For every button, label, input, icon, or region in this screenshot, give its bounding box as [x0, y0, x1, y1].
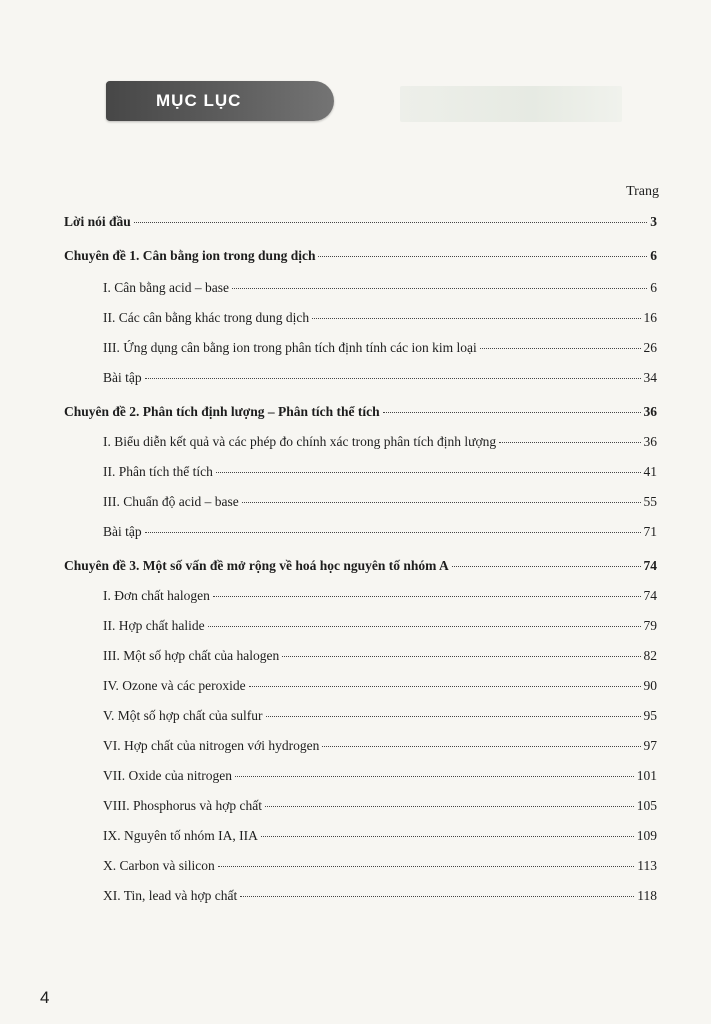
toc-chapter-entry	[64, 212, 657, 232]
toc-entry-page: 34	[643, 370, 657, 385]
toc-entry-title: VI. Hợp chất của nitrogen với hydrogen	[103, 738, 320, 753]
toc-entry-page: 3	[650, 214, 657, 229]
toc-entry-title: VIII. Phosphorus và hợp chất	[103, 798, 262, 813]
toc-section-entry	[103, 826, 657, 846]
toc-entry-title: III. Chuẩn độ acid – base	[103, 494, 239, 509]
dot-leader	[213, 596, 641, 597]
dot-leader	[383, 412, 641, 413]
toc-entry-page: 36	[643, 434, 657, 449]
toc-section-entry	[103, 616, 657, 636]
toc-entry-page: 101	[636, 768, 657, 783]
toc-entry-title: II. Hợp chất halide	[103, 618, 205, 633]
dot-leader	[232, 288, 647, 289]
toc-entry-page: 90	[643, 678, 657, 693]
dot-leader	[145, 532, 641, 533]
toc-entry-title: I. Đơn chất halogen	[103, 588, 210, 603]
dot-leader	[282, 656, 640, 657]
dot-leader	[242, 502, 641, 503]
toc-section-entry	[103, 432, 657, 452]
toc-entry-title: Bài tập	[103, 524, 142, 539]
dot-leader	[249, 686, 641, 687]
toc-entry-title: III. Một số hợp chất của halogen	[103, 648, 280, 663]
toc-entry-page: 36	[643, 404, 657, 419]
toc-section-entry	[103, 586, 657, 606]
toc-section-entry	[103, 676, 657, 696]
toc-section-entry	[103, 368, 657, 388]
dot-leader	[312, 318, 640, 319]
toc-entry-page: 113	[637, 858, 657, 873]
dot-leader	[240, 896, 634, 897]
toc-entry-title: IV. Ozone và các peroxide	[103, 678, 246, 693]
toc-section-entry	[103, 736, 657, 756]
dot-leader	[318, 256, 647, 257]
toc-entry-page: 26	[643, 340, 657, 355]
toc-entry-page: 55	[643, 494, 657, 509]
dot-leader	[480, 348, 641, 349]
toc-section-entry	[103, 646, 657, 666]
dot-leader	[145, 378, 641, 379]
toc-entry-page: 74	[643, 558, 657, 573]
dot-leader	[322, 746, 640, 747]
toc-entry-title: XI. Tin, lead và hợp chất	[103, 888, 238, 903]
page-column-label: Trang	[626, 184, 659, 199]
toc-chapter-entry	[64, 402, 657, 422]
toc-header-banner	[106, 81, 334, 121]
dot-leader	[499, 442, 640, 443]
toc-entry-title: III. Ứng dụng cân bằng ion trong phân tích định tính các ion kim loại	[103, 340, 477, 355]
toc-entry-title: X. Carbon và silicon	[103, 858, 215, 873]
toc-section-entry	[103, 462, 657, 482]
toc-entry-page: 71	[643, 524, 657, 539]
toc-entry-title: I. Biểu diễn kết quả và các phép đo chính xác trong phân tích định lượng	[103, 434, 497, 449]
toc-entry-page: 105	[636, 798, 657, 813]
toc-section-entry	[103, 492, 657, 512]
toc-entry-page: 6	[650, 248, 657, 263]
bleed-through-banner	[400, 86, 622, 122]
dot-leader	[266, 716, 641, 717]
toc-entry-title: Chuyên đề 1. Cân bằng ion trong dung dịch	[64, 248, 316, 263]
toc-section-entry	[103, 856, 657, 876]
toc-entry-title: Lời nói đầu	[64, 214, 131, 229]
toc-chapter-entry	[64, 246, 657, 266]
toc-entry-page: 95	[643, 708, 657, 723]
toc-entry-title: I. Cân bằng acid – base	[103, 280, 229, 295]
toc-entry-page: 6	[650, 280, 657, 295]
toc-entry-page: 74	[643, 588, 657, 603]
toc-entry-title: Chuyên đề 2. Phân tích định lượng – Phân tích thể tích	[64, 404, 380, 419]
toc-section-entry	[103, 886, 657, 906]
toc-section-entry	[103, 796, 657, 816]
toc-section-entry	[103, 308, 657, 328]
toc-entry-page: 118	[637, 888, 657, 903]
toc-entry-page: 16	[643, 310, 657, 325]
toc-entry-title: V. Một số hợp chất của sulfur	[103, 708, 263, 723]
page-number: 4	[40, 988, 50, 1007]
toc-entry-page: 82	[643, 648, 657, 663]
toc-header-title: MỤC LỤC	[156, 91, 242, 110]
dot-leader	[208, 626, 641, 627]
dot-leader	[218, 866, 635, 867]
toc-entry-title: II. Phân tích thể tích	[103, 464, 213, 479]
dot-leader	[216, 472, 641, 473]
dot-leader	[452, 566, 641, 567]
toc-entry-title: II. Các cân bằng khác trong dung dịch	[103, 310, 310, 325]
toc-entry-page: 109	[636, 828, 657, 843]
toc-entry-title: IX. Nguyên tố nhóm IA, IIA	[103, 828, 258, 843]
dot-leader	[134, 222, 647, 223]
toc-entry-title: Bài tập	[103, 370, 142, 385]
toc-entry-page: 41	[643, 464, 657, 479]
dot-leader	[265, 806, 634, 807]
toc-section-entry	[103, 706, 657, 726]
toc-section-entry	[103, 522, 657, 542]
toc-entry-page: 97	[643, 738, 657, 753]
dot-leader	[235, 776, 634, 777]
dot-leader	[261, 836, 634, 837]
toc-chapter-entry	[64, 556, 657, 576]
toc-entry-title: Chuyên đề 3. Một số vấn đề mở rộng về hoá học nguyên tố nhóm A	[64, 558, 449, 573]
toc-section-entry	[103, 278, 657, 298]
toc-section-entry	[103, 766, 657, 786]
toc-section-entry	[103, 338, 657, 358]
toc-entry-title: VII. Oxide của nitrogen	[103, 768, 232, 783]
toc-entry-page: 79	[643, 618, 657, 633]
